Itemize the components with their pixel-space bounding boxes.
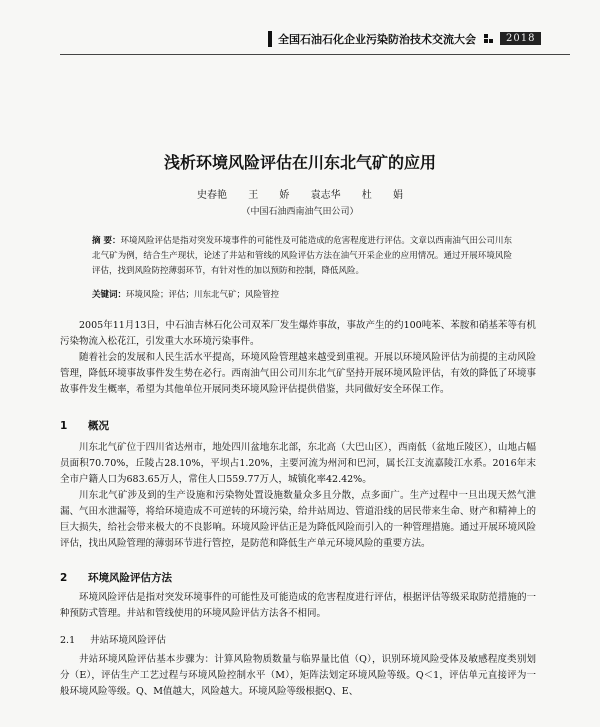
conference-title: 全国石油石化企业污染防治技术交流大会 [278, 32, 476, 46]
header-rule [60, 54, 570, 55]
conference-year: 2018 [500, 32, 541, 45]
section-1-paragraph-1: 川东北气矿位于四川省达州市，地处四川盆地东北部，东北高（大巴山区），西南低（盆地丘陵区），山地占幅员面积70.70%，丘陵占28.10%，平坝占1.20%，主要河流为州河和巴河，属长江支流嘉陵江水系。2016年末全市户籍人口为683.65万人，常住人口559.77万人，城镇化率42.42%。 [60, 442, 536, 485]
paper-title: 浅析环境风险评估在川东北气矿的应用 [163, 153, 436, 172]
keywords-label: 关键词： [92, 290, 127, 300]
paper-authors: 史春艳 王 娇 袁志华 杜 娟 [197, 190, 403, 201]
section-2-1-title: 井站环境风险评估 [90, 635, 167, 646]
header-bar-decoration [268, 31, 272, 47]
section-2-number: 2 [60, 572, 68, 584]
section-1-heading [60, 418, 109, 433]
abstract [92, 234, 512, 279]
section-2-heading [60, 570, 172, 585]
keywords [92, 288, 512, 300]
section-2-1-number: 2.1 [60, 635, 76, 646]
paper-affiliation: （中国石油西南油气田公司） [241, 207, 359, 217]
abstract-label: 摘 要： [92, 236, 121, 246]
intro-paragraph-1: 2005年11月13日，中石油吉林石化公司双苯厂发生爆炸事故，事故产生的约100吨苯、苯胺和硝基苯等有机污染物流入松花江，引发重大水环境污染事件。 [60, 320, 536, 347]
keywords-text: 环境风险；评估；川东北气矿；风险管控 [126, 290, 280, 300]
conference-header [268, 28, 568, 48]
section-2-1-heading [60, 632, 166, 646]
header-squares-decoration [484, 34, 494, 44]
intro-paragraph-2: 随着社会的发展和人民生活水平提高，环境风险管理越来越受到重视。开展以环境风险评估为前提的主动风险管理，降低环境事故事件发生势在必行。西南油气田公司川东北气矿坚持开展环境风险评估，有效的降低了环境事故事件发生概率，希望为其他单位开展同类环境风险评估提供借鉴，共同做好安全环保工作。 [60, 352, 536, 395]
abstract-text: 环境风险评估是指对突发环境事件的可能性及可能造成的危害程度进行评估。文章以西南油气田公司川东北气矿为例，结合生产现状，论述了井站和管线的风险评估方法在油气开采企业的应用情况。通过开展环境风险评估，找到风险防控薄弱环节，有针对性的加以预防和控制，降低风险。 [92, 236, 512, 276]
section-2-paragraph-1: 环境风险评估是指对突发环境事件的可能性及可能造成的危害程度进行评估，根据评估等级采取防范措施的一种预防式管理。井站和管线使用的环境风险评估方法各不相同。 [60, 592, 536, 619]
section-1-title: 概况 [88, 420, 109, 432]
section-1-paragraph-2: 川东北气矿涉及到的生产设施和污染物处置设施数量众多且分散，点多面广。生产过程中一旦出现天然气泄漏、气田水泄漏等，将给环境造成不可逆转的环境污染，给井站周边、管道沿线的居民带来生命、财产和精神上的巨大损失，给社会带来极大的不良影响。环境风险评估正是为降低风险而引入的一种管理措施。通过开展环境风险评估，找出风险管理的薄弱环节进行管控，是防范和降低生产单元环境风险的重要方法。 [60, 490, 536, 549]
section-2-1-paragraph-1: 井站环境风险评估基本步骤为：计算风险物质数量与临界量比值（Q），识别环境风险受体及敏感程度类别划分（E），评估生产工艺过程与环境风险控制水平（M），矩阵法划定环境风险等级。Q＜1，评估单元直接评为一般环境风险等级。Q、M值越大，风险越大。环境风险等级根据Q、E、 [60, 654, 536, 697]
section-2-title: 环境风险评估方法 [88, 572, 172, 584]
section-1-number: 1 [60, 420, 68, 432]
